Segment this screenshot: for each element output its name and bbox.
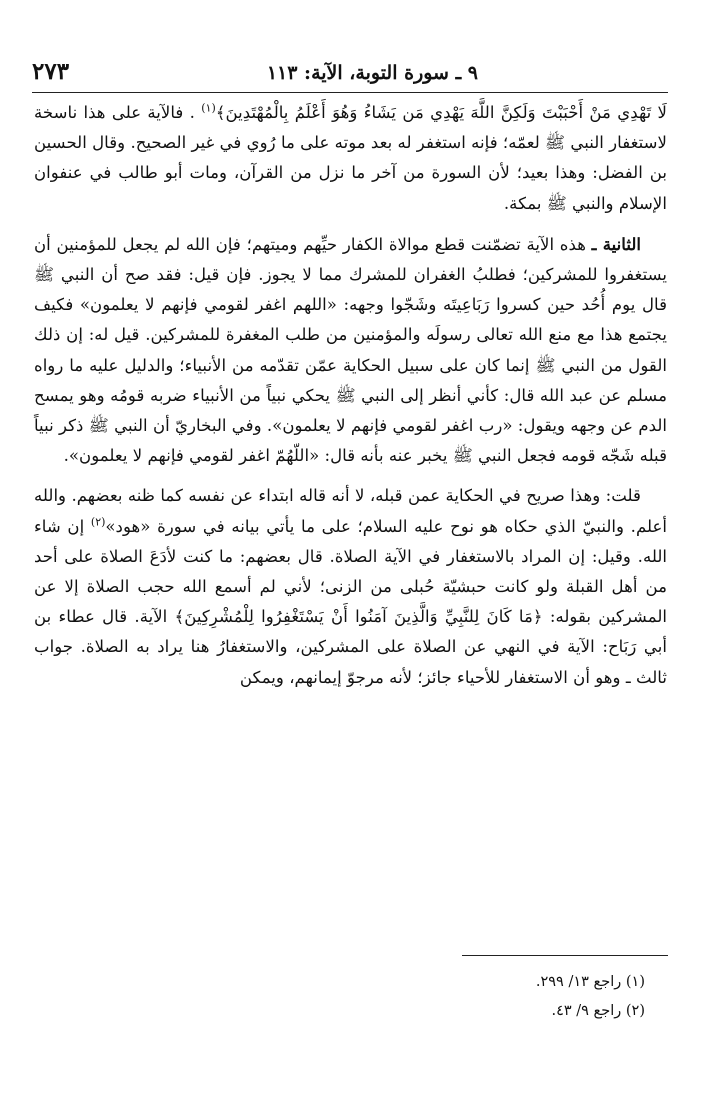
paragraph-1 bbox=[34, 98, 667, 219]
footnotes bbox=[300, 968, 645, 1026]
section-lead: الثانية ـ bbox=[591, 233, 642, 254]
footnote-2: (٢) راجع ٩/ ٤٣. bbox=[551, 1003, 645, 1019]
paragraph-3 bbox=[34, 481, 667, 692]
paragraph-3-text-c: الآية. قال عطاء بن أبي رَبَاح: الآية في النهي عن الصلاة على المشركين، والاستغفارُ هنا يراد به الصلاة. جواب ثالث ـ وهو أن الاستغفار للأحياء جائز؛ لأنه مرجوّ إيمانهم، ويمكن bbox=[34, 607, 667, 687]
page-number: ٢٧٣ bbox=[32, 58, 70, 85]
footnote-ref-1: (١) bbox=[201, 101, 216, 115]
quran-verse: لَا تَهْدِي مَنْ أَحْبَبْتَ وَلَكِنَّ اللَّهَ يَهْدِي مَن يَشَاءُ وَهُوَ أَعْلَمُ بِالْمُهْتَدِينَ﴾ bbox=[215, 103, 667, 122]
main-text bbox=[34, 98, 667, 693]
header-rule bbox=[32, 92, 668, 93]
paragraph-1-text: . فالآية على هذا ناسخة لاستغفار النبي ﷺ لعمّه؛ فإنه استغفر له بعد موته على ما رُوي في غير الصحيح. وقال الحسين بن الفضل: وهذا بعيد؛ لأن السورة من آخر ما نزل من القرآن، ومات أبو طالب في عنفوان الإسلام والنبي ﷺ بمكة. bbox=[34, 103, 667, 213]
quran-verse: ﴿مَا كَانَ لِلنَّبِيِّ وَالَّذِينَ آمَنُوا أَنْ يَسْتَغْفِرُوا لِلْمُشْرِكِينَ﴾ bbox=[174, 607, 543, 627]
paragraph-3-text-a: قلت: وهذا صريح في الحكاية عمن قبله، لا أنه قاله ابتداء عن نفسه كما ظنه بعضهم. والله أعلم. والنبيّ الذي حكاه هو نوح عليه السلام؛ على ما يأتي بيانه في سورة «هود» bbox=[34, 486, 667, 536]
footnote-ref-2: (٢) bbox=[90, 515, 106, 529]
paragraph-2 bbox=[34, 229, 667, 472]
running-title: ٩ ـ سورة التوبة، الآية: ١١٣ bbox=[266, 62, 478, 84]
footnote-rule bbox=[462, 955, 668, 956]
paragraph-2-text: هذه الآية تضمّنت قطع موالاة الكفار حيِّهم وميتهم؛ فإن الله لم يجعل للمؤمنين أن يستغفروا للمشركين؛ فطلبُ الغفران للمشرك مما لا يجوز. فإن قيل: فقد صح أن النبي ﷺ قال يوم أُحُد حين كسروا رَبَاعِيتَه وشَجّوا وجهه: «اللهم اغفر لقومي فإنهم لا يعلمون» فكيف يجتمع هذا مع منع الله تعالى رسولَه والمؤمنين من طلب المغفرة للمشركين. قيل له: إن ذلك القول من النبي ﷺ إنما كان على سبيل الحكاية عمّن تقدّمه من الأنبياء؛ والدليل عليه ما رواه مسلم عن عبد الله قال: كأني أنظر إلى النبي ﷺ يحكي نبياً من الأنبياء ضربه قومُه وهو يمسح الدم عن وجهه ويقول: «رب اغفر لقومي فإنهم لا يعلمون». وفي البخاريّ أن النبي ﷺ ذكر نبياً قبله شَجّه قومه فجعل النبي ﷺ يخبر عنه بأنه قال: «اللّهُمّ اغفر لقومي فإنهم لا يعلمون». bbox=[34, 234, 667, 466]
paragraph-3-text-b: إن شاء الله. وقيل: إن المراد بالاستغفار في الآية الصلاة. قال بعضهم: ما كنت لأدَعَ الصلاة على أحد من أهل القبلة ولو كانت حبشيّة حُبلى من الزنى؛ لأني لم أسمع الله حجب الصلاة إلا عن المشركين بقوله: bbox=[34, 516, 667, 627]
page-header bbox=[32, 58, 668, 92]
footnote-1: (١) راجع ١٣/ ٢٩٩. bbox=[535, 974, 645, 990]
